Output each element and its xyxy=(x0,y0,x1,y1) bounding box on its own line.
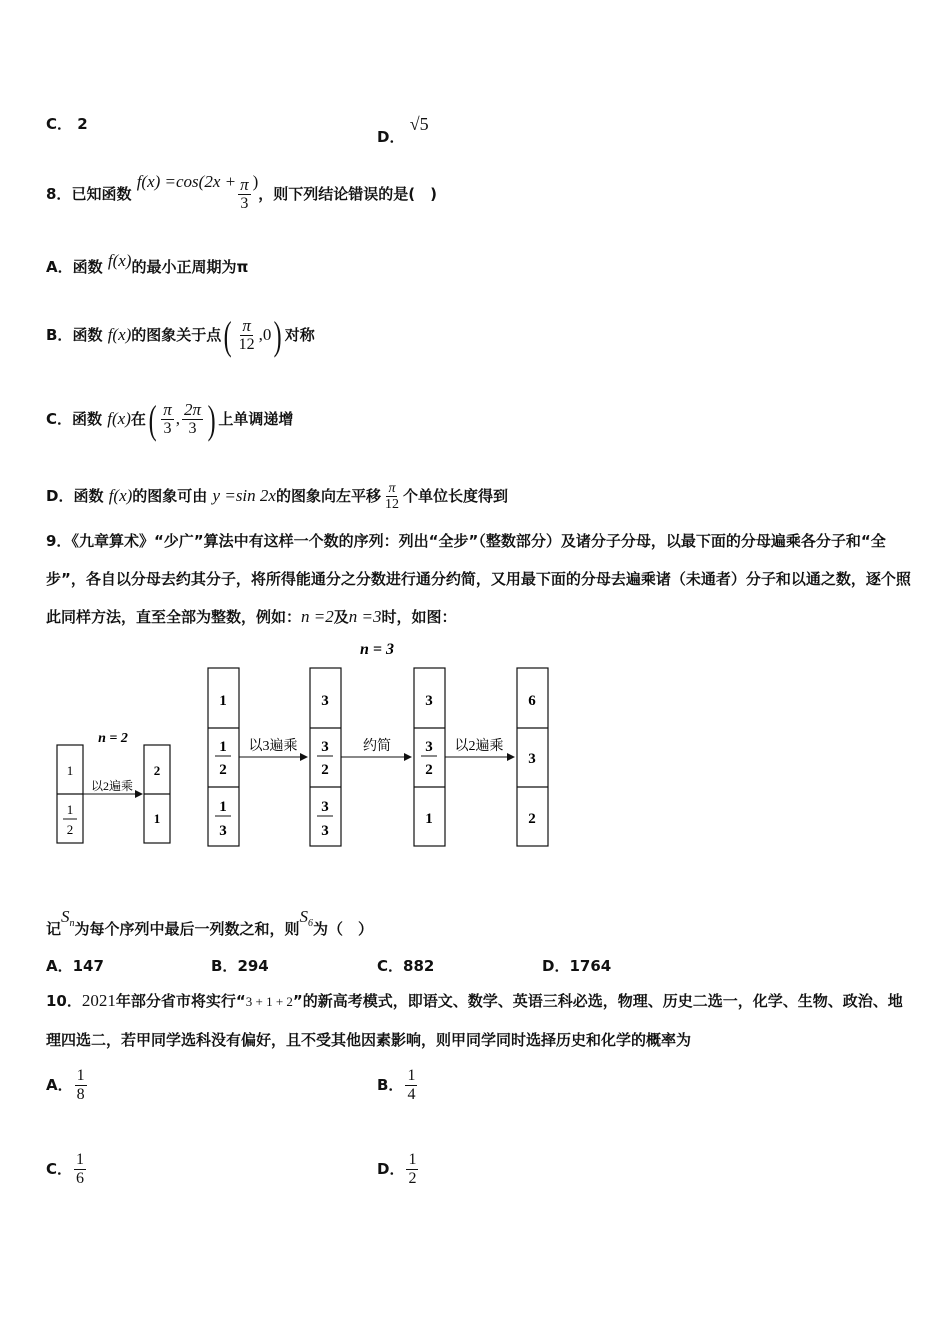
q10-stem xyxy=(46,982,912,1059)
option-label: C． xyxy=(46,1160,73,1178)
option-label: B． xyxy=(211,957,238,975)
q10-option-c xyxy=(46,1146,88,1192)
function-name: f(x) xyxy=(107,325,132,344)
fraction xyxy=(75,1067,87,1104)
option-label: D． xyxy=(46,487,74,505)
q9-option-c xyxy=(377,956,434,976)
q9-option-a xyxy=(46,956,104,976)
denominator: 3 xyxy=(188,420,197,437)
option-text: 在 xyxy=(130,410,146,428)
cell-numerator: 3 xyxy=(425,739,433,755)
n3-title: n = 3 xyxy=(359,641,395,658)
stem-text: 年部分省市将实行“ xyxy=(115,992,246,1010)
q8-option-b xyxy=(46,312,315,358)
fraction xyxy=(237,317,257,354)
cell-value: 2 xyxy=(528,811,536,827)
fraction xyxy=(406,1151,418,1188)
left-paren: ( xyxy=(223,312,232,358)
q9-option-d xyxy=(542,956,611,976)
option-text: 个单位长度得到 xyxy=(402,487,508,505)
right-paren: ) xyxy=(207,396,216,442)
cell-value: 3 xyxy=(321,693,329,709)
q7-option-d xyxy=(377,114,429,147)
q8-option-d xyxy=(46,476,508,516)
option-label: C． xyxy=(46,115,73,133)
cell-value: 1 xyxy=(425,811,433,827)
cell-numerator: 1 xyxy=(219,739,227,755)
n3-column-4 xyxy=(517,668,548,846)
q7-option-c xyxy=(46,114,88,134)
q8-option-c xyxy=(46,396,293,442)
q10-option-b xyxy=(377,1062,419,1108)
numerator: 1 xyxy=(76,1067,85,1084)
n-equals-2: n =2 xyxy=(301,607,334,626)
cell-numerator: 3 xyxy=(321,739,329,755)
option-label: C． xyxy=(377,957,404,975)
denominator: 12 xyxy=(238,336,255,353)
cell-denominator: 2 xyxy=(66,822,74,837)
s-symbol: S xyxy=(61,907,70,926)
option-value: 1764 xyxy=(569,957,612,975)
option-value: 294 xyxy=(237,957,269,975)
q9-option-b xyxy=(211,956,269,976)
n3-column-3 xyxy=(414,668,445,846)
n3-arrow-1-label: 以3遍乘 xyxy=(248,739,298,754)
stem-text: 为每个序列中最后一列数之和，则 xyxy=(74,920,300,938)
function-name: f(x) xyxy=(107,251,132,270)
option-value: 2 xyxy=(77,115,88,133)
n2-column-2 xyxy=(144,745,170,843)
cell-denominator: 3 xyxy=(219,823,227,839)
n2-arrow-label: 以2遍乘 xyxy=(90,779,134,793)
denominator: 6 xyxy=(76,1170,85,1187)
s-subscript: 6 xyxy=(308,918,314,929)
n3-arrow-2-label: 约简 xyxy=(363,739,391,754)
denominator: 8 xyxy=(76,1086,85,1103)
cell-value: 1 xyxy=(153,811,161,826)
n3-column-1 xyxy=(208,668,239,846)
left-paren: ( xyxy=(148,396,157,442)
s-subscript: n xyxy=(69,918,75,929)
option-label: A． xyxy=(46,1076,73,1094)
stem-text: 时，如图： xyxy=(381,608,457,626)
cell-numerator: 3 xyxy=(321,799,329,815)
option-value: 147 xyxy=(72,957,104,975)
option-label: B． xyxy=(377,1076,404,1094)
denominator: 3 xyxy=(163,420,172,437)
option-value: 882 xyxy=(403,957,435,975)
q9-stem xyxy=(46,522,912,636)
stem-text: ”的新高考模式，即语文、数学、英语三科必选，物理、历史二选一，化学、生物、政治、地理四选二，若甲同学选科没有偏好，且不受其他因素影响，则甲同学同时选择历史和化学的概率为 xyxy=(46,992,903,1049)
function-name: f(x) xyxy=(107,409,131,428)
option-label: D． xyxy=(377,1160,405,1178)
stem-text: ，则下列结论错误的是( ) xyxy=(258,185,438,203)
cell-value: 6 xyxy=(528,693,536,709)
cell-value: 3 xyxy=(528,751,536,767)
fraction xyxy=(182,401,203,438)
s-symbol: S xyxy=(299,907,309,926)
s-n xyxy=(61,907,75,929)
stem-text: 已知函数 xyxy=(71,185,132,203)
denominator: 2 xyxy=(408,1170,417,1187)
option-label: B． xyxy=(46,326,73,344)
fraction xyxy=(161,401,174,438)
numerator: 2π xyxy=(183,400,202,419)
q10-option-a xyxy=(46,1062,89,1108)
option-text: 的最小正周期为π xyxy=(131,258,249,276)
equation: y =sin 2x xyxy=(212,486,276,505)
stem-text: 及 xyxy=(333,608,349,626)
close-paren: ) xyxy=(252,172,259,191)
option-label: A． xyxy=(46,957,73,975)
comma: , xyxy=(175,409,180,428)
stem-text: 为（ ） xyxy=(313,920,374,938)
option-label: C． xyxy=(46,410,73,428)
option-text: 的图象关于点 xyxy=(131,326,222,344)
option-text: 函数 xyxy=(73,487,104,505)
n3-column-2 xyxy=(310,668,341,846)
stem-text: 记 xyxy=(46,920,62,938)
cell-denominator: 2 xyxy=(321,762,329,778)
q8-stem xyxy=(46,172,437,213)
question-number: 8． xyxy=(46,185,72,203)
denominator: 3 xyxy=(240,195,249,212)
n2-column-1 xyxy=(57,745,83,843)
cell-value: 3 xyxy=(425,693,433,709)
numerator: π xyxy=(163,400,172,419)
q10-option-d xyxy=(377,1146,420,1192)
point-coordinate: ,0 xyxy=(258,325,272,344)
cell-value: 1 xyxy=(66,763,74,778)
numerator: 1 xyxy=(76,1151,85,1168)
option-text: 的图象向左平移 xyxy=(275,487,381,505)
cell-denominator: 2 xyxy=(425,762,433,778)
q8-option-a xyxy=(46,251,248,277)
n2-title: n = 2 xyxy=(98,731,128,746)
cell-numerator: 1 xyxy=(219,799,227,815)
option-text: 对称 xyxy=(284,326,315,344)
option-text: 函数 xyxy=(72,410,103,428)
cell-denominator: 3 xyxy=(321,823,329,839)
q9-question xyxy=(46,902,373,944)
denominator: 12 xyxy=(384,497,399,512)
s-6 xyxy=(299,907,314,929)
function-name: f(x) xyxy=(108,486,133,505)
option-label: D． xyxy=(377,128,405,146)
fraction xyxy=(405,1067,417,1104)
exam-mode: 3 + 1 + 2 xyxy=(245,994,293,1009)
option-label: D． xyxy=(542,957,570,975)
fraction xyxy=(74,1151,86,1188)
q9-diagram xyxy=(0,630,950,860)
option-label: A． xyxy=(46,258,73,276)
right-paren: ) xyxy=(274,312,283,358)
fraction xyxy=(383,481,401,512)
stem-text: 《九章算术》“少广”算法中有这样一个数的序列：列出“全步”（整数部分）及诸分子分母，以最下面的分母遍乘各分子和“全步”，各自以分母去约其分子，将所得能通分之分数进行通分约简，又用最下面的分母去遍乘诸（未通者）分子和以通之数，逐个照此同样方法，直至全部为整数，例如： xyxy=(46,532,911,626)
numerator: 1 xyxy=(407,1067,416,1084)
numerator: π xyxy=(388,481,396,496)
fraction xyxy=(238,176,251,213)
numerator: 1 xyxy=(408,1151,417,1168)
numerator: π xyxy=(242,316,251,335)
year: 2021 xyxy=(81,991,116,1010)
cell-denominator: 2 xyxy=(219,762,227,778)
question-number: 10． xyxy=(46,992,82,1010)
option-text: 上单调递增 xyxy=(218,410,294,428)
option-text: 函数 xyxy=(72,258,103,276)
n3-arrow-3-label: 以2遍乘 xyxy=(454,739,504,754)
question-number: 9． xyxy=(46,532,72,550)
n-equals-3: n =3 xyxy=(348,607,382,626)
cell-value: 1 xyxy=(219,693,227,709)
option-value: √5 xyxy=(409,114,429,134)
denominator: 4 xyxy=(407,1086,416,1103)
cell-value: 2 xyxy=(153,763,161,778)
cell-numerator: 1 xyxy=(66,802,74,817)
function-expression: f(x) =cos(2x + xyxy=(136,172,237,191)
numerator: π xyxy=(240,175,249,194)
option-text: 函数 xyxy=(72,326,103,344)
option-text: 的图象可由 xyxy=(132,487,208,505)
